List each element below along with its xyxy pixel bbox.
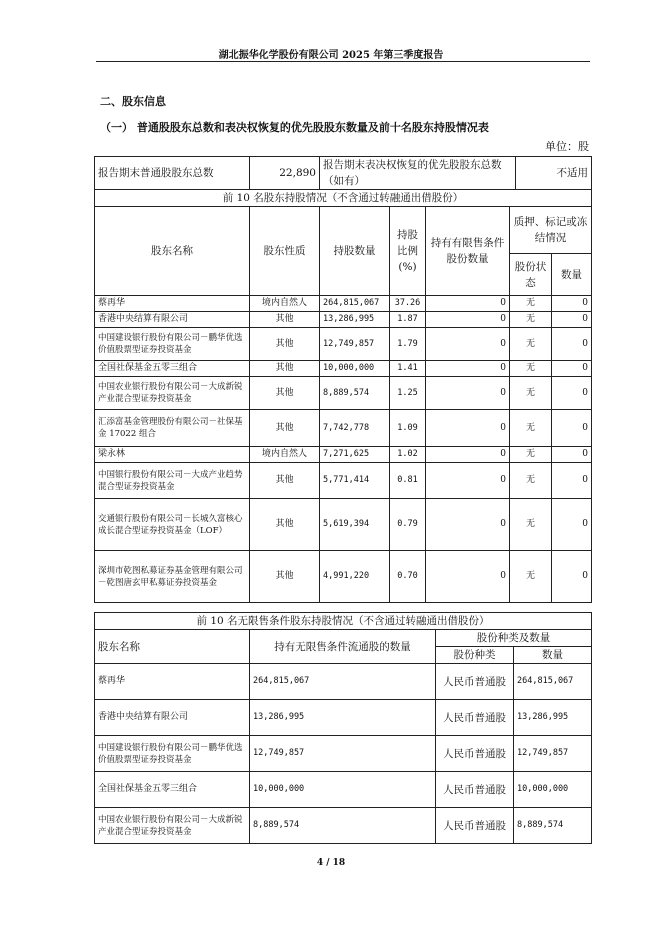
summary-table [94,156,592,190]
holder-nature: 其他 [250,361,320,377]
holder-status: 无 [510,463,552,499]
holder-name: 中国农业银行股份有限公司－大成新锐产业混合型证券投资基金 [95,808,250,844]
share-count: 8,889,574 [514,808,592,844]
col-header-ratio: 持股比例(%) [390,207,426,296]
holder-count: 0 [552,463,592,499]
table-row [95,377,592,410]
holder-nature: 其他 [250,463,320,499]
holder-shares: 10,000,000 [320,361,390,377]
holder-nature: 其他 [250,377,320,410]
unrestricted-table [94,612,592,844]
holder-count: 0 [552,447,592,463]
holder-qty: 264,815,067 [250,664,436,700]
col-header-status: 股份状态 [510,254,552,296]
holder-restricted: 0 [426,377,510,410]
page-number: 4 / 18 [316,858,346,868]
holder-shares: 12,749,857 [320,328,390,361]
holder-nature: 其他 [250,328,320,361]
holder-status: 无 [510,447,552,463]
share-count: 264,815,067 [514,664,592,700]
holder-name: 蔡再华 [95,664,250,700]
holder-name: 香港中央结算有限公司 [95,312,250,328]
preferred-holders-value: 不适用 [516,157,592,190]
preferred-holders-label: 报告期末表决权恢复的优先股股东总数（如有） [320,157,516,190]
share-type: 人民币普通股 [436,736,514,772]
table-row [95,664,592,700]
holder-status: 无 [510,312,552,328]
holder-nature: 其他 [250,410,320,447]
holder-shares: 264,815,067 [320,296,390,312]
subsection-title: （一） 普通股股东总数和表决权恢复的优先股股东数量及前十名股东持股情况表 [100,121,489,134]
holder-nature: 其他 [250,499,320,551]
holder-count: 0 [552,296,592,312]
share-type: 人民币普通股 [436,700,514,736]
holder-status: 无 [510,377,552,410]
holder-restricted: 0 [426,361,510,377]
holder-qty: 12,749,857 [250,736,436,772]
unit-label: 单位：股 [545,140,589,153]
holder-shares: 4,991,220 [320,551,390,603]
col-header-name: 股东名称 [95,630,250,664]
col-header-name: 股东名称 [95,207,250,296]
page-header: 湖北振华化学股份有限公司 2025 年第三季度报告 [218,50,444,61]
share-count: 10,000,000 [514,772,592,808]
holder-ratio: 37.26 [390,296,426,312]
holder-ratio: 1.09 [390,410,426,447]
holder-restricted: 0 [426,312,510,328]
holder-name: 汇添富基金管理股份有限公司－社保基金 17022 组合 [95,410,250,447]
share-type: 人民币普通股 [436,808,514,844]
col-header-group: 股份种类及数量 [436,630,592,647]
holder-shares: 7,271,625 [320,447,390,463]
table-row [95,808,592,844]
section-title: 二、股东信息 [100,95,166,108]
top10-table [94,189,592,603]
table-row [95,447,592,463]
col-header-qty: 持有无限售条件流通股的数量 [250,630,436,664]
holder-name: 香港中央结算有限公司 [95,700,250,736]
holder-restricted: 0 [426,296,510,312]
holder-status: 无 [510,361,552,377]
holder-ratio: 0.79 [390,499,426,551]
holder-count: 0 [552,410,592,447]
top10-title: 前 10 名股东持股情况（不含通过转融通出借股份） [95,190,592,207]
holder-ratio: 0.70 [390,551,426,603]
col-header-shares: 持股数量 [320,207,390,296]
table-row [95,296,592,312]
col-header-nature: 股东性质 [250,207,320,296]
holder-name: 全国社保基金五零三组合 [95,361,250,377]
holder-ratio: 1.25 [390,377,426,410]
holder-status: 无 [510,499,552,551]
holder-restricted: 0 [426,463,510,499]
holder-ratio: 1.79 [390,328,426,361]
holder-restricted: 0 [426,551,510,603]
unrestricted-title: 前 10 名无限售条件股东持股情况（不含通过转融通出借股份） [95,613,592,630]
table-row [95,361,592,377]
holder-shares: 5,771,414 [320,463,390,499]
holder-count: 0 [552,551,592,603]
holder-status: 无 [510,296,552,312]
share-type: 人民币普通股 [436,772,514,808]
holder-nature: 境内自然人 [250,296,320,312]
table-row [95,772,592,808]
col-header-pledge: 质押、标记或冻结情况 [510,207,592,254]
holder-shares: 13,286,995 [320,312,390,328]
col-header-count: 数量 [552,254,592,296]
share-type: 人民币普通股 [436,664,514,700]
holder-status: 无 [510,551,552,603]
holder-ratio: 0.81 [390,463,426,499]
holder-count: 0 [552,361,592,377]
holder-ratio: 1.87 [390,312,426,328]
holder-shares: 7,742,778 [320,410,390,447]
holder-count: 0 [552,499,592,551]
holder-count: 0 [552,377,592,410]
table-row [95,551,592,603]
holder-count: 0 [552,328,592,361]
holder-restricted: 0 [426,410,510,447]
table-row [95,312,592,328]
holder-name: 中国农业银行股份有限公司－大成新锐产业混合型证券投资基金 [95,377,250,410]
holder-restricted: 0 [426,499,510,551]
holder-name: 交通银行股份有限公司－长城久富核心成长混合型证券投资基金（LOF） [95,499,250,551]
table-row [95,499,592,551]
holder-qty: 10,000,000 [250,772,436,808]
holder-name: 中国建设银行股份有限公司－鹏华优选价值股票型证券投资基金 [95,736,250,772]
holder-name: 中国建设银行股份有限公司－鹏华优选价值股票型证券投资基金 [95,328,250,361]
holder-ratio: 1.02 [390,447,426,463]
table-row [95,463,592,499]
table-row [95,328,592,361]
share-count: 12,749,857 [514,736,592,772]
holder-status: 无 [510,328,552,361]
holder-nature: 其他 [250,312,320,328]
holder-restricted: 0 [426,328,510,361]
header-divider [96,61,590,62]
table-row [95,700,592,736]
holder-shares: 5,619,394 [320,499,390,551]
holder-count: 0 [552,312,592,328]
col-header-count: 数量 [514,647,592,664]
col-header-restricted: 持有有限售条件股份数量 [426,207,510,296]
holder-name: 深圳市乾图私募证券基金管理有限公司－乾图唐玄甲私募证券投资基金 [95,551,250,603]
holder-shares: 8,889,574 [320,377,390,410]
col-header-type: 股份种类 [436,647,514,664]
holder-qty: 8,889,574 [250,808,436,844]
holder-name: 梁永林 [95,447,250,463]
total-holders-value: 22,890 [250,157,320,190]
holder-qty: 13,286,995 [250,700,436,736]
total-holders-label: 报告期末普通股股东总数 [95,157,250,190]
table-row [95,736,592,772]
share-count: 13,286,995 [514,700,592,736]
table-row [95,410,592,447]
holder-restricted: 0 [426,447,510,463]
holder-nature: 境内自然人 [250,447,320,463]
holder-name: 全国社保基金五零三组合 [95,772,250,808]
holder-name: 蔡再华 [95,296,250,312]
holder-ratio: 1.41 [390,361,426,377]
holder-name: 中国银行股份有限公司－大成产业趋势混合型证券投资基金 [95,463,250,499]
holder-nature: 其他 [250,551,320,603]
holder-status: 无 [510,410,552,447]
